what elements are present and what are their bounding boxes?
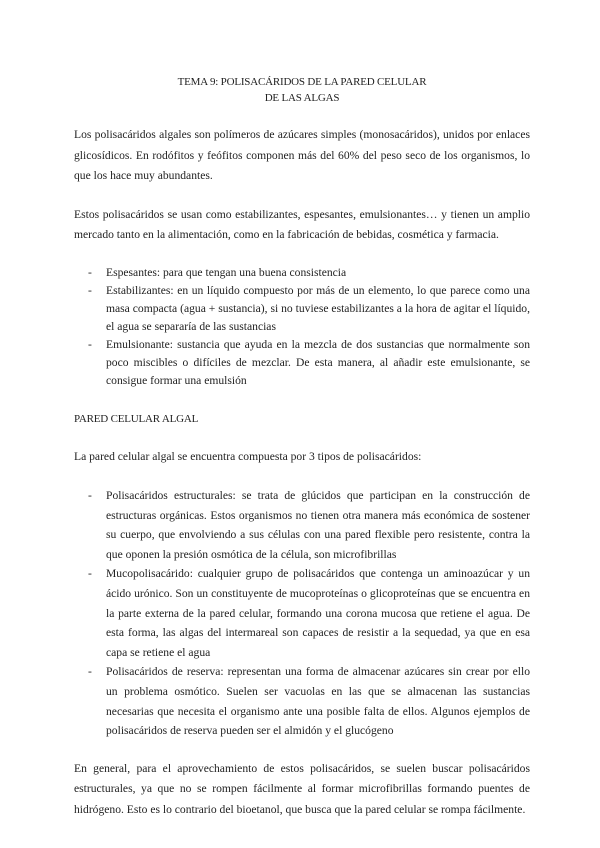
list-item-text: Polisacáridos de reserva: representan una forma de almacenar azúcares sin crear por ello un problema osmótico. Suelen ser vacuolas en las que se almacenan las sustancias necesarias que necesita el organismo ante una posible falta de ellos. Algunos ejemplos de polisacáridos de reserva pueden ser el almidón y el glucógeno [106, 665, 530, 738]
intro-paragraph: Los polisacáridos algales son polímeros de azúcares simples (monosacáridos), unidos por enlaces glicosídicos. En rodófitos y feófitos componen más del 60% del peso seco de los organismos, lo que los hace muy abundantes. [74, 128, 530, 182]
list-item [74, 264, 530, 282]
section-heading: PARED CELULAR ALGAL [74, 412, 199, 425]
bullet-dash: - [88, 265, 92, 279]
bullet-dash: - [88, 665, 92, 679]
document-title [74, 74, 530, 106]
title-line-1: TEMA 9: POLISACÁRIDOS DE LA PARED CELULAR [177, 76, 427, 88]
list-item [74, 564, 530, 662]
bullet-dash: - [88, 567, 92, 581]
list-item [74, 662, 530, 740]
polysaccharide-types-list [74, 486, 530, 741]
cell-wall-paragraph: La pared celular algal se encuentra compuesta por 3 tipos de polisacáridos: [74, 449, 422, 463]
uses-paragraph: Estos polisacáridos se usan como estabilizantes, espesantes, emulsionantes… y tienen un amplio mercado tanto en la alimentación, como en la fabricación de bebidas, cosmética y farmacia. [74, 207, 530, 241]
bullet-dash: - [88, 489, 92, 502]
list-item-text: Mucopolisacárido: cualquier grupo de polisacáridos que contenga un aminoazúcar y un ácido urónico. Son un constituyente de mucoproteínas o glicoproteínas que se encuentra en la parte externa de la pared celular, formando una corona mucosa que retiene el agua. De esta forma, las algas del intermareal son capaces de resistir a la sequedad, ya que en esa capa se retiene el agua [106, 567, 530, 659]
list-item [74, 486, 530, 564]
list-item-text: Polisacáridos estructurales: se trata de glúcidos que participan en la construcción de estructuras orgánicas. Estos organismos no tienen otra manera más económica de sostener su cuerpo, que envolviendo a sus células con una pared flexible pero resistente, contra la que oponen la presión osmótica de la célula, son microfibrillas [106, 489, 530, 561]
bullet-dash: - [88, 337, 92, 351]
list-item-text: Estabilizantes: en un líquido compuesto por más de un elemento, lo que parece como una masa compacta (agua + sustancia), si no tuviese estabilizantes a la hora de agitar el líquido, el agua se separaría de las sustancias [106, 283, 530, 333]
uses-list [74, 264, 530, 390]
list-item [74, 336, 530, 390]
list-item-text: Emulsionante: sustancia que ayuda en la mezcla de dos sustancias que normalmente son poco miscibles o difíciles de mezclar. De esta manera, al añadir este emulsionante, se consigue formar una emulsión [106, 337, 530, 387]
title-line-2: DE LAS ALGAS [264, 92, 340, 104]
bullet-dash: - [88, 283, 92, 297]
list-item-text: Espesantes: para que tengan una buena consistencia [106, 265, 347, 279]
list-item [74, 282, 530, 336]
document-page [74, 74, 530, 820]
conclusion-paragraph: En general, para el aprovechamiento de estos polisacáridos, se suelen buscar polisacáridos estructurales, ya que no se rompen fácilmente al formar microfibrillas formando puentes de hidrógeno. Esto es lo contrario del bioetanol, que busca que la pared celular se rompa fácilmente. [74, 761, 530, 816]
